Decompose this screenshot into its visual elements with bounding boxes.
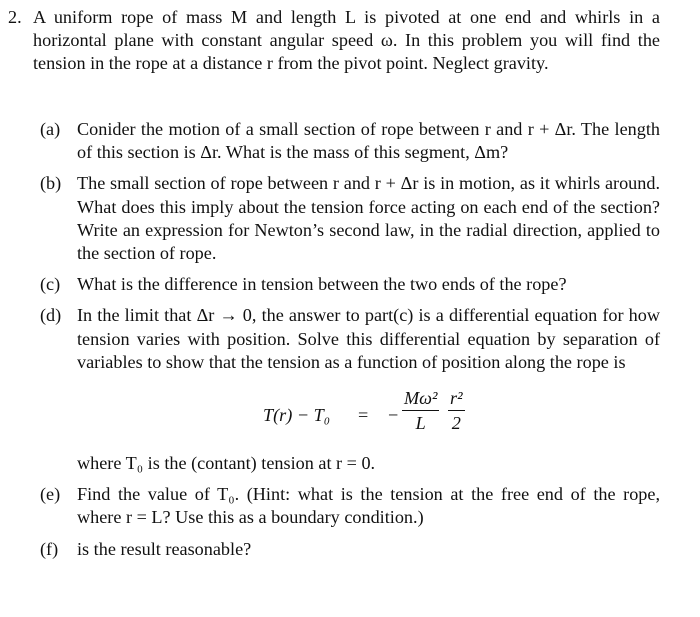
part-d <box>40 304 660 374</box>
fraction-2-denominator: 2 <box>451 413 461 434</box>
part-f-label: (f) <box>40 538 59 559</box>
part-e <box>40 483 660 529</box>
problem-2 <box>8 6 660 76</box>
equation-fraction-2 <box>448 386 465 435</box>
fraction-1-denominator: L <box>415 413 426 434</box>
part-d-label: (d) <box>40 305 62 326</box>
equation-lhs: T(r) − T₀ <box>263 405 331 426</box>
part-b-label: (b) <box>40 173 62 194</box>
part-c <box>40 273 660 296</box>
equation-equals: = <box>358 405 369 426</box>
equation-minus: − <box>388 405 399 426</box>
fraction-1-numerator: Mω² <box>402 386 439 411</box>
part-c-label: (c) <box>40 274 61 295</box>
part-a-text: Conider the motion of a small section of rope between r and r + Δr. The length of this section is Δr. What is the mass of this segment, Δm? <box>77 119 660 163</box>
problem-parts <box>40 118 660 569</box>
part-c-text: What is the difference in tension between the two ends of the rope? <box>77 274 567 295</box>
part-e-text: Find the value of T₀. (Hint: what is the tension at the free end of the rope, where r = L? Use this as a boundary condition.) <box>77 484 660 528</box>
where-text: where T₀ is the (contant) tension at r = 0. <box>77 453 376 474</box>
part-b <box>40 172 660 265</box>
problem-intro: A uniform rope of mass M and length L is pivoted at one end and whirls in a horizontal plane with constant angular speed ω. In this problem you will find the tension in the rope at a distance r from the pivot point. Neglect gravity. <box>33 7 660 74</box>
part-e-label: (e) <box>40 484 61 505</box>
problem-number: 2. <box>8 7 22 27</box>
part-a <box>40 118 660 164</box>
part-f <box>40 538 660 561</box>
tension-equation <box>40 386 660 446</box>
equation-fraction-1 <box>402 386 439 435</box>
fraction-2-numerator: r² <box>448 386 465 411</box>
part-f-text: is the result reasonable? <box>77 538 252 559</box>
part-b-text: The small section of rope between r and r + Δr is in motion, as it whirls around. What does this imply about the tension force acting on each end of the section? Write an expression for Newton’s second law, in the radial direction, applied to the section of rope. <box>77 173 660 264</box>
part-a-label: (a) <box>40 119 61 139</box>
part-d-text: In the limit that Δr → 0, the answer to part(c) is a differential equation for how tension varies with position. Solve this differential equation by separation of variables to show that the tension as a function of position along the rope is <box>77 305 660 372</box>
